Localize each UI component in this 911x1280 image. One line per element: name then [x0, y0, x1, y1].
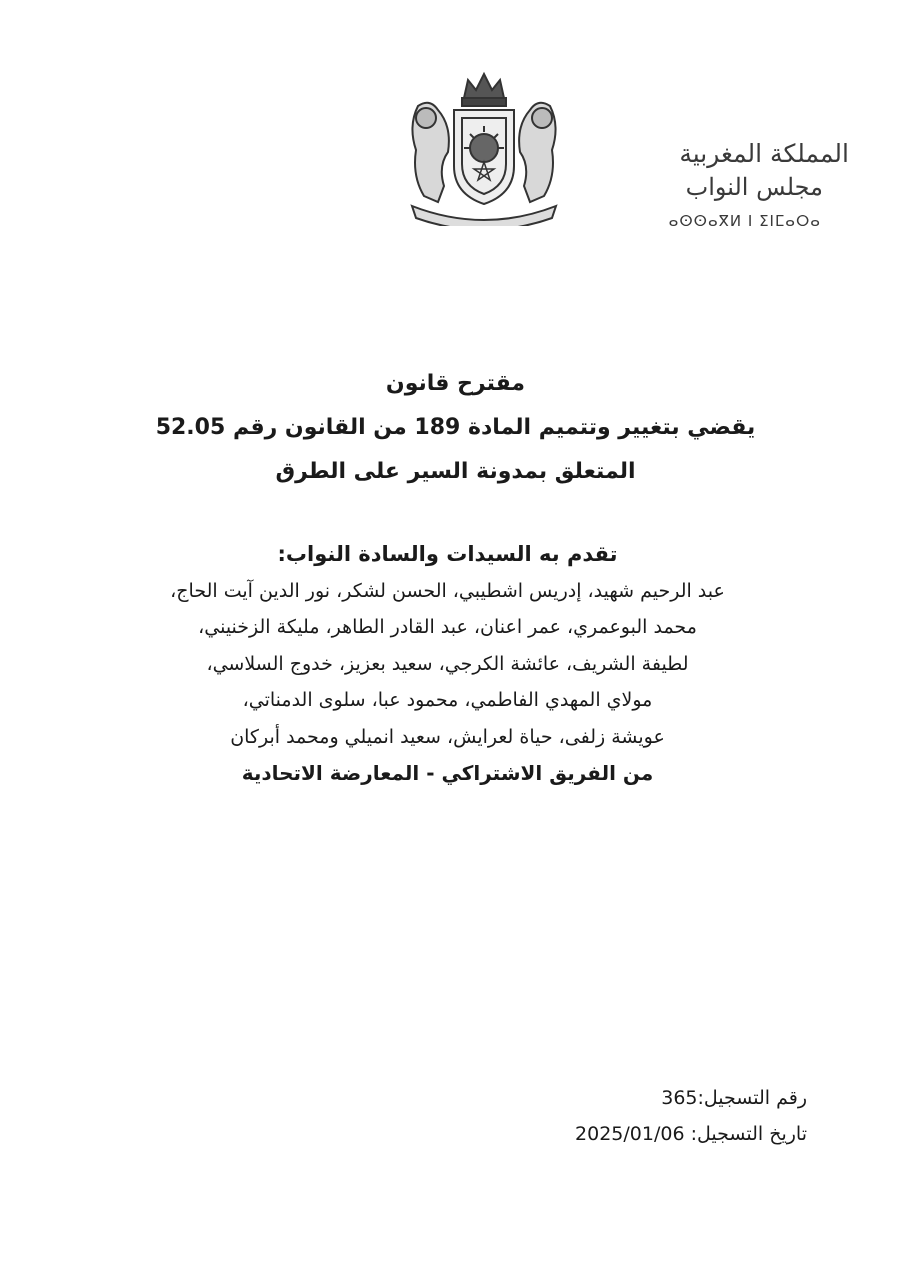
sponsor-line: عويشة زلفى، حياة لعرايش، سعيد انميلي ومحمد أبركان — [230, 725, 665, 748]
kingdom-name: المملكة المغربية — [679, 139, 849, 168]
registration-number-row — [575, 1080, 807, 1116]
title-line-1: مقترح قانون — [385, 371, 526, 396]
registration-date-row — [575, 1116, 807, 1152]
registration-date-label: تاريخ التسجيل: — [690, 1123, 807, 1145]
sponsors-heading: تقدم به السيدات والسادة النواب: — [277, 542, 618, 566]
sponsor-line: عبد الرحيم شهيد، إدريس اشطيبي، الحسن لشكر، نور الدين آيت الحاج، — [170, 579, 725, 602]
document-title — [60, 362, 851, 494]
house-name-tifinagh: ⴰⵙⵙⴰⴳⵍ ⵏ ⵉⵏⵎⴰⵔⴰ — [668, 212, 821, 230]
sponsor-line: مولاي المهدي الفاطمي، محمود عبا، سلوى الدمناتي، — [242, 689, 653, 711]
title-line-3: المتعلق بمدونة السير على الطرق — [275, 459, 636, 484]
sponsor-line: لطيفة الشريف، عائشة الكرجي، سعيد بعزيز، خدوج السلاسي، — [206, 652, 689, 675]
registration-date-value: 2025/01/06 — [575, 1123, 685, 1145]
registration-number-label: رقم التسجيل: — [697, 1087, 807, 1109]
institution-header — [589, 138, 849, 230]
parliamentary-group: من الفريق الاشتراكي - المعارضة الاتحادية — [241, 761, 654, 785]
registration-number-value: 365 — [661, 1087, 698, 1109]
sponsor-line: محمد البوعمري، عمر اعنان، عبد القادر الطاهر، مليكة الزخنيني، — [198, 616, 697, 638]
house-name: مجلس النواب — [685, 173, 823, 201]
title-line-2: يقضي بتغيير وتتميم المادة 189 من القانون رقم 52.05 — [155, 415, 756, 440]
registration-info — [575, 1080, 807, 1152]
sponsors-section — [90, 536, 805, 792]
coat-of-arms-icon — [398, 66, 570, 226]
